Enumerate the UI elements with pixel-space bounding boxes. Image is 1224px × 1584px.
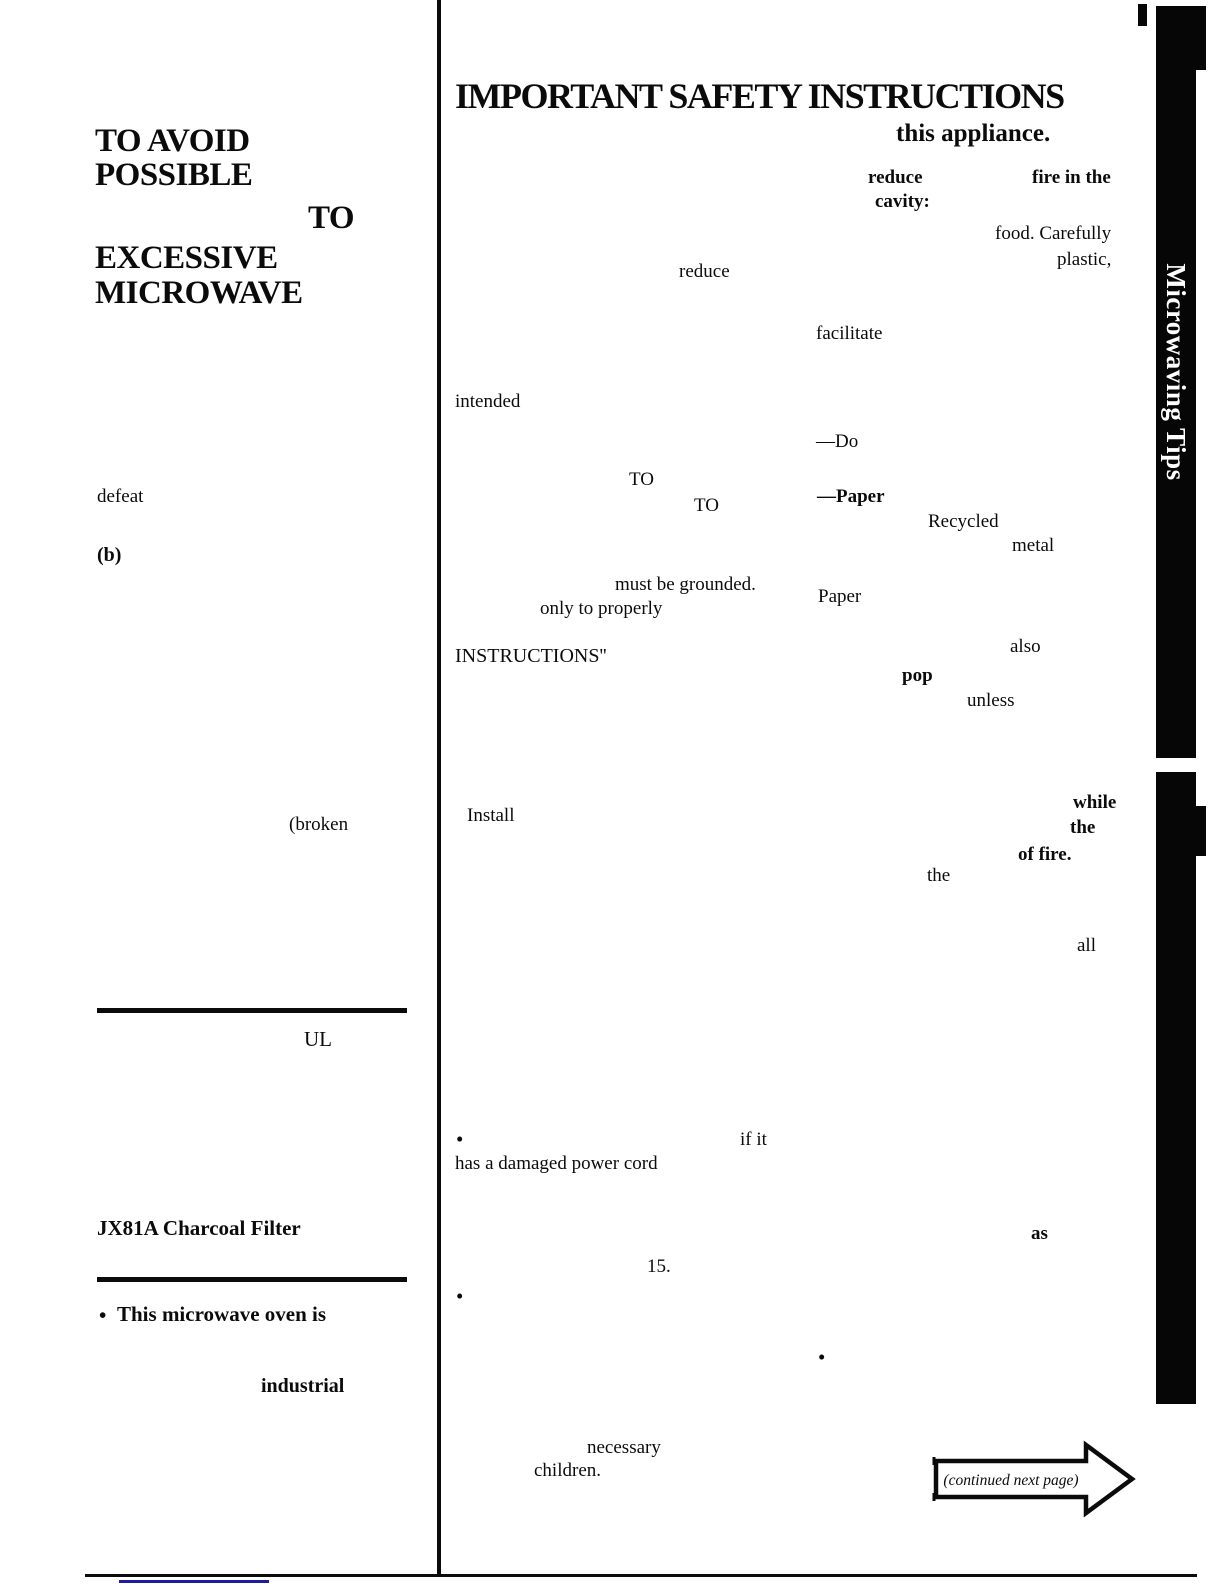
- fragment-this-appliance: this appliance.: [896, 120, 1051, 147]
- fragment-fifteen: 15.: [647, 1256, 671, 1277]
- fragment-jx81a: JX81A Charcoal Filter: [97, 1216, 301, 1240]
- left-heading-line5: MICROWAVE: [95, 275, 303, 311]
- bullet-icon: •: [99, 1303, 107, 1327]
- column-divider: [437, 0, 441, 1577]
- fragment-do-dash: —Do: [816, 431, 859, 452]
- bullet-icon: •: [818, 1345, 826, 1369]
- fragment-metal: metal: [1012, 535, 1055, 556]
- fragment-if-it: if it: [740, 1129, 767, 1150]
- left-rule-top: [97, 1008, 407, 1013]
- left-heading-line1: TO AVOID: [95, 123, 250, 159]
- sidebar-tab-upper-flange: [1196, 6, 1206, 70]
- fragment-unless: unless: [967, 690, 1015, 711]
- fragment-paper2: Paper: [818, 586, 862, 607]
- fragment-paper-dash: —Paper: [817, 486, 885, 507]
- fragment-also: also: [1010, 636, 1041, 657]
- bottom-blue-underline: [119, 1580, 269, 1583]
- left-rule-bottom: [97, 1277, 407, 1282]
- fragment-fire-in-the: fire in the: [1032, 167, 1111, 188]
- fragment-reduce2: reduce: [679, 261, 730, 282]
- fragment-food-carefully: food. Carefully: [995, 223, 1112, 244]
- fragment-must-grounded: must be grounded.: [615, 574, 756, 595]
- sidebar-tab-lower: [1156, 772, 1196, 1404]
- fragment-necessary: necessary: [587, 1437, 661, 1458]
- fragment-industrial: industrial: [261, 1375, 345, 1397]
- sidebar-tab: [1161, 222, 1191, 522]
- fragment-all: all: [1077, 935, 1096, 956]
- fragment-instructions-quote: INSTRUCTIONS'': [455, 645, 607, 667]
- sidebar-tab-lower-flange: [1196, 806, 1206, 856]
- fragment-to2: TO: [694, 495, 719, 516]
- fragment-facilitate: facilitate: [816, 323, 883, 344]
- fragment-pop: pop: [902, 665, 933, 686]
- fragment-of-fire: of fire.: [1018, 844, 1072, 865]
- fragment-reduce-bold: reduce: [868, 167, 923, 188]
- fragment-oven-line: This microwave oven is: [117, 1302, 327, 1326]
- bullet-icon: •: [456, 1284, 464, 1308]
- continued-next-page-arrow: [926, 1424, 1138, 1518]
- fragment-the-bold: the: [1070, 817, 1096, 838]
- fragment-broken: (broken: [289, 814, 349, 835]
- fragment-damaged-cord: has a damaged power cord: [455, 1153, 658, 1174]
- bullet-icon: •: [456, 1127, 464, 1151]
- continued-next-page-label: (continued next page): [943, 1472, 1079, 1489]
- fragment-plastic: plastic,: [1057, 249, 1112, 270]
- left-heading-line2: POSSIBLE: [95, 157, 253, 193]
- left-heading-line4: EXCESSIVE: [95, 240, 278, 276]
- fragment-as: as: [1031, 1223, 1048, 1244]
- fragment-recycled: Recycled: [928, 511, 999, 532]
- fragment-b-label: (b): [97, 544, 122, 566]
- page-bottom-edge: [85, 1574, 1197, 1577]
- fragment-children: children.: [534, 1460, 602, 1481]
- fragment-the2: the: [927, 865, 951, 886]
- sidebar-tab-label: Microwaving Tips: [1161, 263, 1191, 481]
- fragment-while: while: [1073, 792, 1117, 813]
- page-title: IMPORTANT SAFETY INSTRUCTIONS: [455, 76, 1064, 116]
- scan-artifact: [1138, 4, 1147, 26]
- fragment-intended: intended: [455, 391, 521, 412]
- fragment-ul: UL: [304, 1027, 332, 1051]
- left-heading-line3: TO: [308, 200, 355, 236]
- fragment-only-properly: only to properly: [540, 598, 663, 619]
- fragment-install: Install: [467, 805, 515, 826]
- fragment-defeat: defeat: [97, 486, 144, 507]
- fragment-cavity: cavity:: [875, 191, 930, 212]
- fragment-to1: TO: [629, 469, 654, 490]
